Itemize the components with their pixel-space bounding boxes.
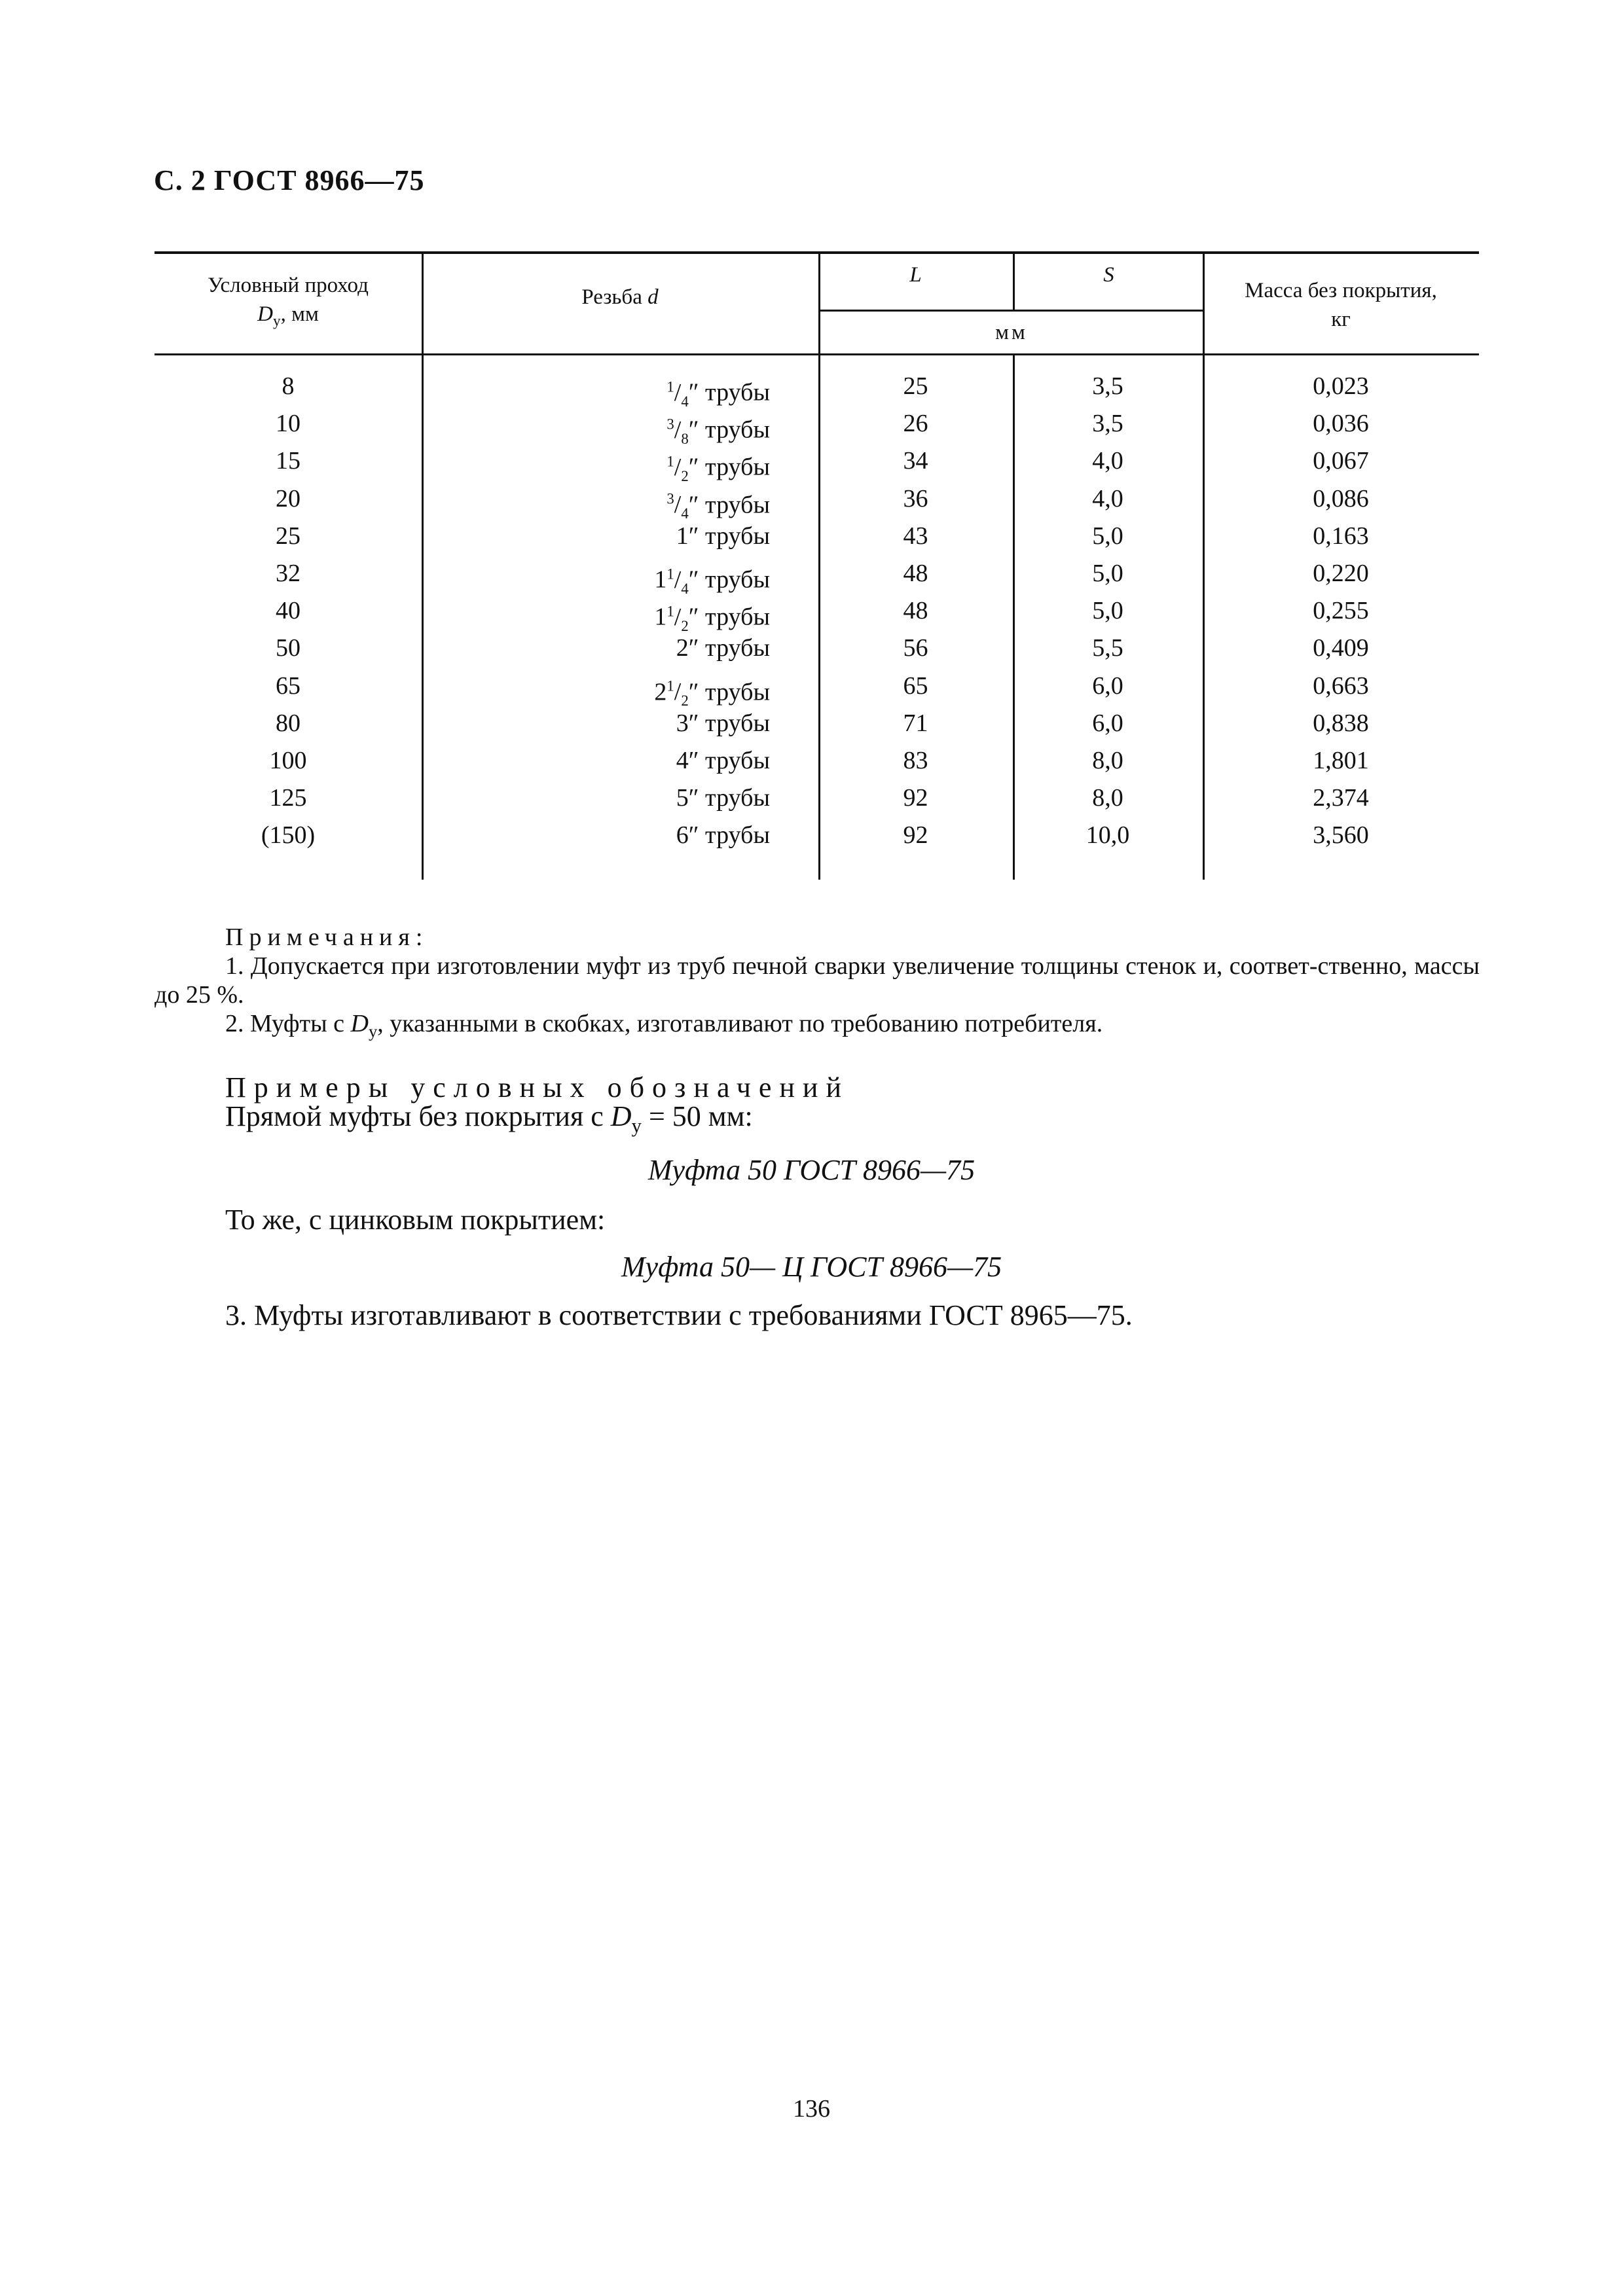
examples-title: Примеры условных обозначений	[225, 1071, 850, 1103]
cell-S: 6,0	[1092, 709, 1123, 737]
note-2	[155, 1009, 1480, 1046]
cell-S: 5,5	[1092, 634, 1123, 662]
cell-mass: 3,560	[1313, 821, 1369, 850]
cell-thread	[422, 742, 862, 780]
thread-fraction: $^1/_2$	[666, 677, 689, 709]
thread-integer: 2	[654, 678, 667, 706]
examples	[155, 1073, 1480, 1140]
example-line-1-post: = 50 мм:	[641, 1100, 753, 1132]
column-thread	[422, 368, 862, 854]
cell-S: 5,0	[1092, 597, 1123, 625]
cell-thread	[422, 480, 862, 522]
thread-fraction: $^1/_4$	[666, 565, 689, 597]
cell-mass: 0,036	[1313, 410, 1369, 438]
thread-denominator: 2	[681, 468, 689, 485]
page-number: 136	[793, 2095, 830, 2123]
cell-thread	[422, 555, 862, 597]
cell-S: 4,0	[1092, 447, 1123, 475]
example-line-1-subscript: у	[631, 1114, 642, 1137]
header-mass-line1: Масса без покрытия,	[1245, 279, 1437, 302]
cell-L: 48	[903, 597, 928, 625]
cell-thread	[422, 668, 862, 709]
note-1: 1. Допускается при изготовлении муфт из труб печной сварки увеличение толщины стенок и, соответ-ственно, массы до 25 %.	[155, 952, 1480, 1009]
example-line-1-symbol: D	[610, 1100, 632, 1132]
column-mass	[1203, 368, 1479, 854]
cell-S: 3,5	[1092, 372, 1123, 400]
thread-suffix: ″ трубы	[688, 784, 770, 812]
note-2-subscript: у	[368, 1021, 378, 1041]
thread-suffix: ″ трубы	[688, 634, 770, 662]
cell-thread	[422, 630, 862, 667]
cell-L: 48	[903, 559, 928, 587]
thread-integer: 4	[676, 746, 689, 774]
cell-S: 8,0	[1092, 746, 1123, 774]
header-mass-line2: кг	[1331, 308, 1351, 331]
header-bottom-rule	[155, 353, 1479, 355]
header-nominal-bore-line2	[155, 300, 422, 335]
cell-L: 65	[903, 672, 928, 700]
example-line-1-pre: Прямой муфты без покрытия с	[225, 1100, 611, 1132]
thread-integer: 6	[676, 821, 689, 850]
thread-numerator: 3	[666, 490, 674, 507]
example-line-2: То же, с цинковым покрытием:	[225, 1204, 606, 1236]
thread-fraction: $^1/_2$	[666, 603, 689, 634]
thread-denominator: 2	[681, 692, 689, 709]
cell-mass: 0,163	[1313, 522, 1369, 550]
cell-S: 8,0	[1092, 784, 1123, 812]
thread-suffix: ″ трубы	[688, 378, 770, 406]
cell-nominal-bore: 65	[276, 672, 301, 700]
header-dy-symbol: D	[257, 302, 274, 326]
header-nominal-bore-line1: Условный проход	[208, 274, 369, 297]
cell-nominal-bore: 80	[276, 709, 301, 737]
column-L	[818, 368, 1013, 854]
cell-nominal-bore: (150)	[261, 821, 316, 850]
cell-mass: 2,374	[1313, 784, 1369, 812]
cell-nominal-bore: 8	[282, 372, 295, 400]
header-mass	[1203, 276, 1479, 334]
cell-mass: 0,663	[1313, 672, 1369, 700]
cell-L: 43	[903, 522, 928, 550]
cell-nominal-bore: 32	[276, 559, 301, 587]
thread-fraction: $^3/_8$	[666, 416, 689, 447]
cell-S: 3,5	[1092, 410, 1123, 438]
thread-fraction: $^1/_4$	[666, 378, 689, 410]
thread-integer: 1	[654, 565, 667, 594]
thread-denominator: 2	[681, 617, 689, 634]
designation-1: Муфта 50 ГОСТ 8966—75	[647, 1154, 976, 1186]
cell-thread	[422, 817, 862, 854]
page-header: С. 2 ГОСТ 8966—75	[154, 164, 425, 196]
units-rule	[818, 310, 1205, 312]
cell-mass: 0,023	[1313, 372, 1369, 400]
header-thread	[422, 283, 818, 312]
cell-mass: 0,255	[1313, 597, 1369, 625]
cell-thread	[422, 442, 862, 485]
thread-integer: 5	[676, 784, 689, 812]
thread-numerator: 1	[666, 453, 674, 470]
thread-suffix: ″ трубы	[688, 416, 770, 444]
cell-L: 26	[903, 410, 928, 438]
cell-L: 83	[903, 746, 928, 774]
thread-numerator: 1	[666, 677, 674, 694]
cell-S: 10,0	[1085, 821, 1130, 850]
cell-mass: 1,801	[1313, 746, 1369, 774]
cell-L: 34	[903, 447, 928, 475]
cell-mass: 0,067	[1313, 447, 1369, 475]
thread-suffix: ″ трубы	[688, 821, 770, 850]
cell-thread	[422, 780, 862, 817]
header-dy-unit: , мм	[280, 302, 319, 326]
thread-suffix: ″ трубы	[688, 454, 770, 482]
cell-S: 5,0	[1092, 559, 1123, 587]
header-thread-symbol: d	[647, 285, 659, 309]
note-2-pre: 2. Муфты с	[225, 1010, 351, 1037]
cell-L: 92	[903, 821, 928, 850]
thread-integer: 2	[676, 634, 689, 662]
thread-integer: 1	[654, 603, 667, 631]
header-dy-subscript: у	[273, 312, 281, 329]
thread-fraction: $^1/_2$	[666, 453, 689, 485]
cell-S: 4,0	[1092, 484, 1123, 512]
cell-thread	[422, 405, 862, 447]
thread-suffix: ″ трубы	[688, 491, 770, 519]
thread-fraction: $^3/_4$	[666, 490, 689, 522]
thread-numerator: 1	[666, 565, 674, 582]
cell-L: 56	[903, 634, 928, 662]
notes-title: Примечания:	[225, 924, 429, 951]
cell-nominal-bore: 125	[269, 784, 307, 812]
note-2-post: , указанными в скобках, изготавливают по требованию потребителя.	[377, 1010, 1103, 1037]
thread-suffix: ″ трубы	[688, 603, 770, 631]
cell-thread	[422, 592, 862, 634]
thread-integer: 3	[676, 709, 689, 737]
header-nominal-bore	[155, 271, 422, 335]
header-thread-label: Резьба	[581, 285, 648, 309]
cell-nominal-bore: 15	[276, 447, 301, 475]
thread-integer: 1	[676, 522, 689, 550]
thread-suffix: ″ трубы	[688, 709, 770, 737]
header-S	[1013, 260, 1205, 289]
thread-denominator: 8	[681, 430, 689, 447]
cell-L: 92	[903, 784, 928, 812]
thread-denominator: 4	[681, 393, 689, 410]
table-top-rule	[155, 251, 1479, 254]
thread-suffix: ″ трубы	[688, 522, 770, 550]
header-units: мм	[995, 321, 1028, 344]
column-S	[1013, 368, 1203, 854]
cell-mass: 0,086	[1313, 484, 1369, 512]
cell-mass: 0,838	[1313, 709, 1369, 737]
note-2-symbol: D	[350, 1010, 369, 1037]
thread-suffix: ″ трубы	[688, 746, 770, 774]
header-L-symbol: L	[909, 263, 922, 287]
cell-thread	[422, 705, 862, 742]
cell-mass: 0,220	[1313, 559, 1369, 587]
cell-nominal-bore: 100	[269, 746, 307, 774]
cell-mass: 0,409	[1313, 634, 1369, 662]
cell-nominal-bore: 25	[276, 522, 301, 550]
cell-nominal-bore: 40	[276, 597, 301, 625]
cell-nominal-bore: 50	[276, 634, 301, 662]
cell-L: 25	[903, 372, 928, 400]
cell-nominal-bore: 20	[276, 484, 301, 512]
notes	[155, 923, 1480, 1046]
item-3: 3. Муфты изготавливают в соответствии с требованиями ГОСТ 8965—75.	[225, 1299, 1133, 1331]
thread-suffix: ″ трубы	[688, 565, 770, 594]
thread-numerator: 3	[666, 416, 674, 433]
cell-thread	[422, 368, 862, 410]
cell-thread	[422, 518, 862, 555]
example-line-1	[155, 1102, 1480, 1140]
dimensions-table	[155, 251, 1479, 880]
cell-nominal-bore: 10	[276, 410, 301, 438]
cell-L: 36	[903, 484, 928, 512]
cell-L: 71	[903, 709, 928, 737]
thread-denominator: 4	[681, 580, 689, 597]
thread-numerator: 1	[666, 378, 674, 395]
header-S-symbol: S	[1103, 263, 1114, 287]
thread-numerator: 1	[666, 603, 674, 620]
cell-S: 5,0	[1092, 522, 1123, 550]
header-L	[818, 260, 1013, 289]
column-nominal-bore	[155, 368, 422, 854]
thread-suffix: ″ трубы	[688, 678, 770, 706]
designation-2: Муфта 50— Ц ГОСТ 8966—75	[621, 1251, 1002, 1283]
thread-denominator: 4	[681, 505, 689, 522]
cell-S: 6,0	[1092, 672, 1123, 700]
